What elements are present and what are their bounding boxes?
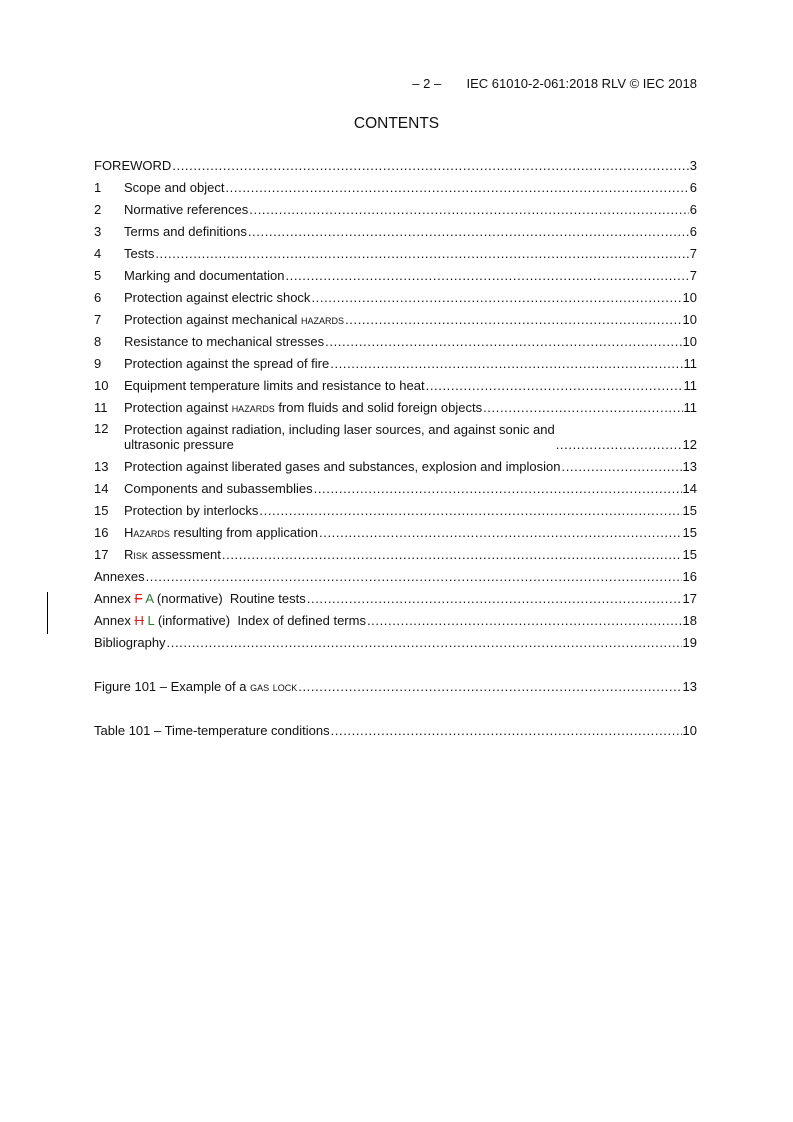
entry-number: 7 xyxy=(94,312,102,327)
toc-entry-annexes[interactable] xyxy=(94,562,697,584)
entry-title: Normative references xyxy=(124,202,249,217)
figure-entry[interactable] xyxy=(94,672,697,694)
inserted-text: A xyxy=(145,591,154,606)
inserted-text: L xyxy=(147,613,155,628)
entry-number: 8 xyxy=(94,334,102,349)
entry-title: Protection by interlocks xyxy=(124,503,259,518)
entry-number: 15 xyxy=(94,503,109,518)
dot-leader xyxy=(172,158,688,173)
dot-leader xyxy=(249,202,688,217)
dot-leader xyxy=(330,356,682,371)
change-bar xyxy=(47,592,48,634)
dot-leader xyxy=(314,481,682,496)
toc-entry[interactable] xyxy=(94,415,697,452)
toc-entry[interactable] xyxy=(94,371,697,393)
toc-entry[interactable] xyxy=(94,283,697,305)
dot-leader xyxy=(155,246,688,261)
toc-entry[interactable] xyxy=(94,195,697,217)
dot-leader xyxy=(325,334,681,349)
entry-title: Components and subassemblies xyxy=(124,481,313,496)
entry-number: 11 xyxy=(94,400,108,415)
entry-page: 7 xyxy=(689,246,697,261)
entry-title: Resistance to mechanical stresses xyxy=(124,334,325,349)
entry-title-text: Annex xyxy=(94,613,135,628)
entry-page: 10 xyxy=(682,723,697,738)
toc-entry[interactable] xyxy=(94,261,697,283)
toc-entry-foreword[interactable] xyxy=(94,151,697,173)
entry-title xyxy=(94,613,366,628)
entry-number: 3 xyxy=(94,224,102,239)
entry-title xyxy=(94,679,297,694)
entry-page: 10 xyxy=(682,334,697,349)
entry-page: 6 xyxy=(689,224,697,239)
dot-leader xyxy=(556,437,682,452)
dot-leader xyxy=(285,268,688,283)
dot-leader xyxy=(259,503,681,518)
defined-term: hazards xyxy=(301,312,345,327)
entry-title xyxy=(124,400,482,415)
dot-leader xyxy=(167,635,682,650)
toc-entry[interactable] xyxy=(94,173,697,195)
entry-page: 12 xyxy=(682,437,697,452)
toc-entry[interactable] xyxy=(94,327,697,349)
toc-entry[interactable] xyxy=(94,496,697,518)
document-id: IEC 61010-2-061:2018 RLV © IEC 2018 xyxy=(466,76,697,91)
entry-page: 17 xyxy=(682,591,697,606)
dot-leader xyxy=(225,180,688,195)
entry-page: 19 xyxy=(682,635,697,650)
entry-title xyxy=(94,591,306,606)
entry-title-text: Figure 101 – Example of a xyxy=(94,679,251,694)
entry-number: 12 xyxy=(94,421,109,436)
entry-page: 3 xyxy=(689,158,697,173)
defined-term: isk xyxy=(133,547,148,562)
toc-entry[interactable] xyxy=(94,474,697,496)
defined-term: hazards xyxy=(231,400,275,415)
entry-title xyxy=(124,312,344,327)
toc-entry[interactable] xyxy=(94,452,697,474)
defined-term: azards xyxy=(133,525,170,540)
table-entry[interactable] xyxy=(94,716,697,738)
defined-term: gas lock xyxy=(250,679,298,694)
entry-title-text: (normative) Routine tests xyxy=(153,591,306,606)
entry-number: 16 xyxy=(94,525,109,540)
entry-page: 13 xyxy=(682,679,697,694)
dot-leader xyxy=(426,378,683,393)
entry-title: Marking and documentation xyxy=(124,268,285,283)
entry-title: Annexes xyxy=(94,569,145,584)
toc-entry[interactable] xyxy=(94,217,697,239)
dot-leader xyxy=(222,547,682,562)
dot-leader xyxy=(367,613,682,628)
entry-title: Table 101 – Time-temperature conditions xyxy=(94,723,330,738)
toc-entry[interactable] xyxy=(94,540,697,562)
dot-leader xyxy=(483,400,682,415)
toc-entry-annex-a[interactable] xyxy=(94,584,697,606)
entry-title-text: (informative) Index of defined terms xyxy=(154,613,366,628)
entry-title-text: R xyxy=(124,547,134,562)
entry-page: 10 xyxy=(682,290,697,305)
entry-title-text: assessment xyxy=(147,547,221,562)
toc-entry[interactable] xyxy=(94,393,697,415)
entry-title-text: Protection against mechanical xyxy=(124,312,302,327)
entry-title: Terms and definitions xyxy=(124,224,247,239)
dot-leader xyxy=(562,459,682,474)
entry-number: 2 xyxy=(94,202,102,217)
entry-title: Tests xyxy=(124,246,155,261)
entry-title-text: H xyxy=(124,525,134,540)
dot-leader xyxy=(248,224,689,239)
entry-page: 16 xyxy=(682,569,697,584)
entry-page: 11 xyxy=(683,356,697,371)
entry-title-text: from fluids and solid foreign objects xyxy=(274,400,483,415)
dot-leader xyxy=(331,723,682,738)
entry-page: 13 xyxy=(682,459,697,474)
entry-page: 11 xyxy=(683,400,697,415)
entry-title-line: Protection against radiation, including laser sources, and against sonic and xyxy=(124,422,555,437)
entry-title-text: Protection against xyxy=(124,400,232,415)
deleted-text: H xyxy=(134,613,144,628)
entry-page: 18 xyxy=(682,613,697,628)
entry-title: Protection against electric shock xyxy=(124,290,311,305)
entry-title: Equipment temperature limits and resistance to heat xyxy=(124,378,425,393)
dot-leader xyxy=(146,569,682,584)
dot-leader xyxy=(319,525,681,540)
entry-title-line: ultrasonic pressure xyxy=(124,437,234,452)
deleted-text: F xyxy=(134,591,143,606)
contents-title: CONTENTS xyxy=(353,115,440,132)
dot-leader xyxy=(345,312,681,327)
entry-title xyxy=(124,422,555,452)
dot-leader xyxy=(311,290,681,305)
entry-number: 5 xyxy=(94,268,102,283)
table-of-contents xyxy=(94,151,697,738)
entry-page: 11 xyxy=(683,378,697,393)
entry-page: 6 xyxy=(689,180,697,195)
dot-leader xyxy=(307,591,682,606)
entry-number: 9 xyxy=(94,356,102,371)
entry-title: Scope and object xyxy=(124,180,225,195)
toc-entry[interactable] xyxy=(94,305,697,327)
entry-title xyxy=(124,547,221,562)
entry-page: 6 xyxy=(689,202,697,217)
entry-number: 14 xyxy=(94,481,109,496)
entry-page: 15 xyxy=(682,547,697,562)
entry-title-text: resulting from application xyxy=(169,525,319,540)
entry-number: 10 xyxy=(94,378,109,393)
toc-entry[interactable] xyxy=(94,349,697,371)
dot-leader xyxy=(298,679,681,694)
toc-entry[interactable] xyxy=(94,518,697,540)
entry-title: Protection against liberated gases and substances, explosion and implosion xyxy=(124,459,561,474)
entry-page: 10 xyxy=(682,312,697,327)
page-number: – 2 – xyxy=(412,76,442,91)
entry-page: 14 xyxy=(682,481,697,496)
entry-title xyxy=(124,525,318,540)
entry-number: 4 xyxy=(94,246,102,261)
entry-title-text: Annex xyxy=(94,591,135,606)
entry-title: Bibliography xyxy=(94,635,166,650)
entry-number: 1 xyxy=(94,180,102,195)
entry-page: 7 xyxy=(689,268,697,283)
entry-title: Protection against the spread of fire xyxy=(124,356,330,371)
entry-number: 17 xyxy=(94,547,109,562)
entry-number: 13 xyxy=(94,459,109,474)
entry-page: 15 xyxy=(682,503,697,518)
entry-title: FOREWORD xyxy=(94,158,172,173)
toc-entry-bibliography[interactable] xyxy=(94,628,697,650)
toc-entry[interactable] xyxy=(94,239,697,261)
toc-entry-annex-l[interactable] xyxy=(94,606,697,628)
entry-page: 15 xyxy=(682,525,697,540)
page-header xyxy=(412,76,697,91)
entry-number: 6 xyxy=(94,290,102,305)
